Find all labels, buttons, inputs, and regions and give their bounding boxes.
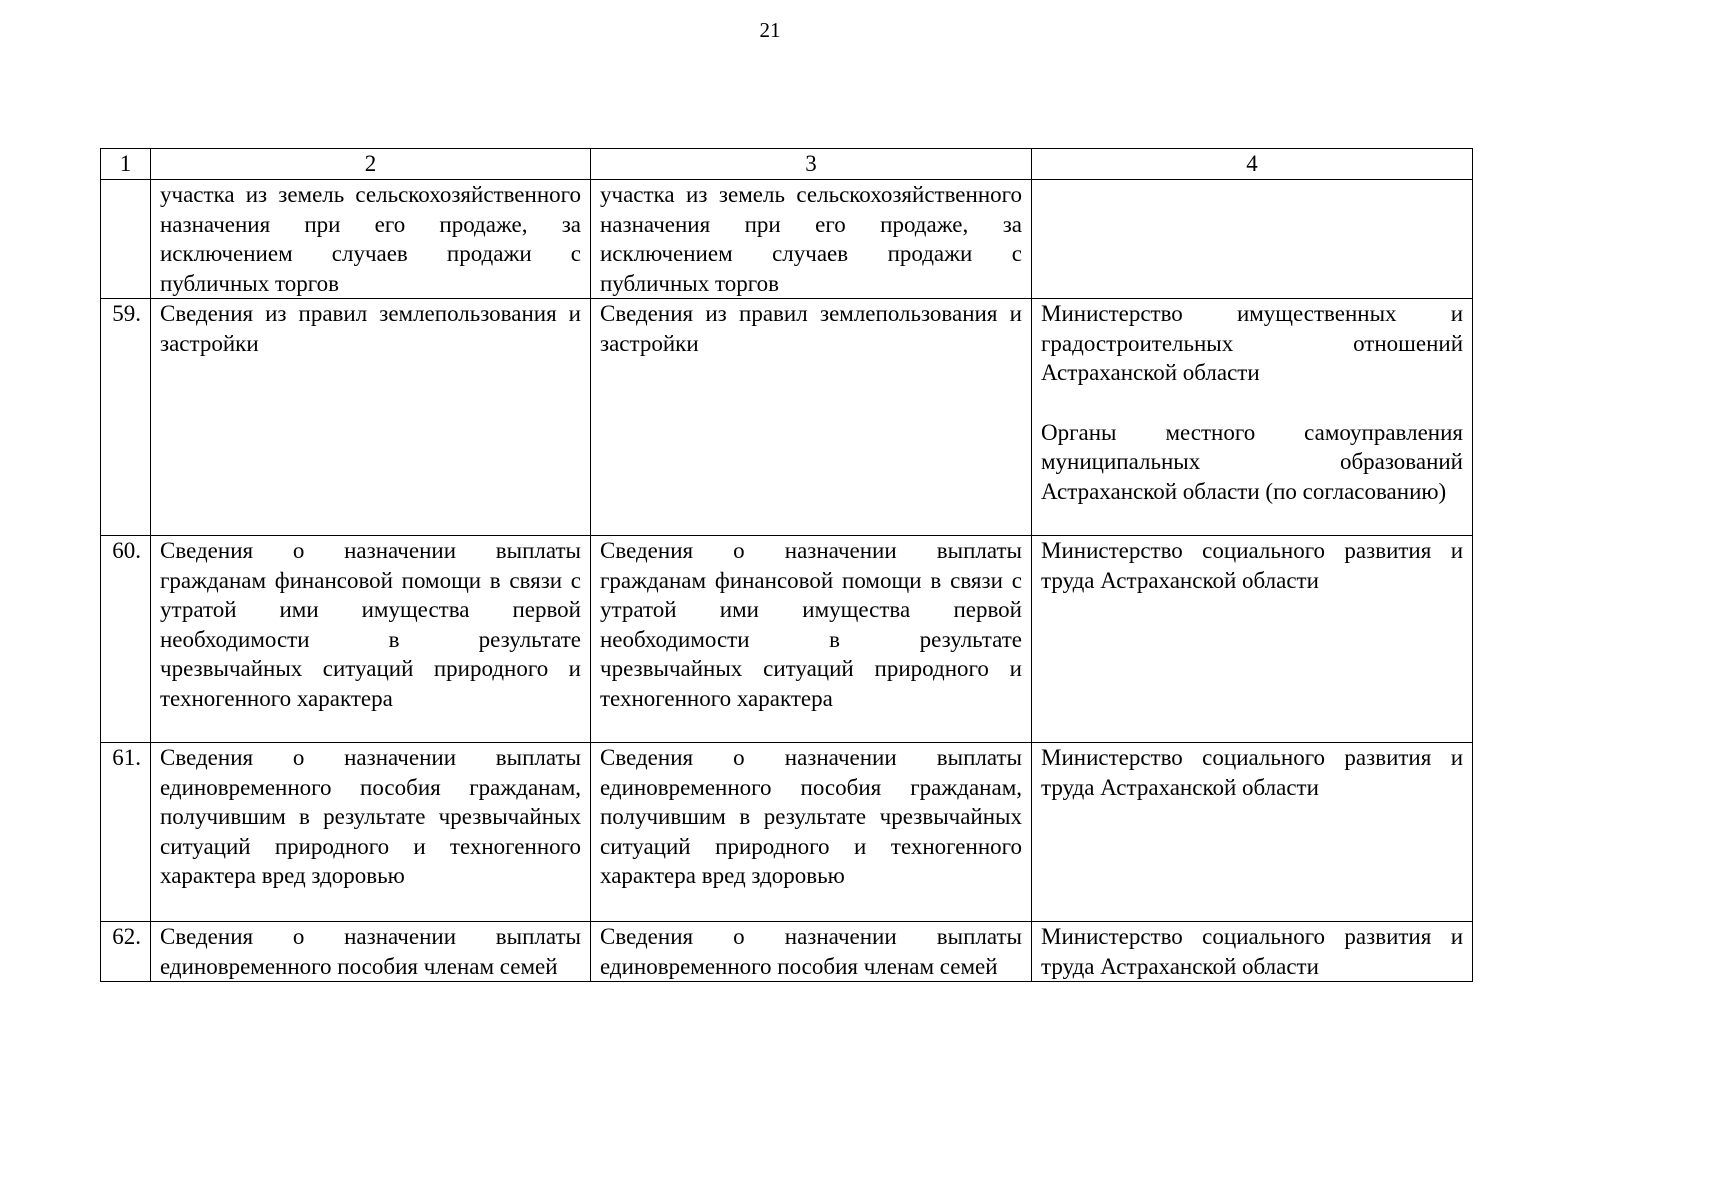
table-body [101,180,1473,982]
header-col-2: 2 [151,149,591,180]
header-col-4: 4 [1032,149,1473,180]
header-col-1: 1 [101,149,151,180]
info-description-provided: Сведения о назначении выплаты единовременного пособия членам семей [591,922,1032,982]
table-row-continuation [101,180,1473,299]
header-col-3: 3 [591,149,1032,180]
table-row-60 [101,536,1473,743]
responsible-agency [1032,536,1473,743]
services-table [100,148,1473,982]
responsible-agency [1032,743,1473,922]
agency-name: Министерство имущественных и градостроительных отношений Астраханской области [1041,301,1463,385]
table-row-59 [101,299,1473,536]
info-description: Сведения о назначении выплаты единовременного пособия гражданам, получившим в результате чрезвычайных ситуаций природного и техногенного характера вред здоровью [151,743,591,922]
agency-name: Министерство социального развития и труда Астраханской области [1041,538,1463,593]
responsible-agency [1032,922,1473,982]
agency-name: Министерство социального развития и труда Астраханской области [1041,745,1463,800]
page-number: 21 [759,18,781,42]
info-description: Сведения из правил землепользования и застройки [151,299,591,536]
info-description-provided: Сведения о назначении выплаты единовременного пособия гражданам, получившим в результате чрезвычайных ситуаций природного и техногенного характера вред здоровью [591,743,1032,922]
agency-name: Министерство социального развития и труда Астраханской области [1041,924,1463,979]
row-number: 59. [101,299,151,536]
row-number: 61. [101,743,151,922]
header-row [101,149,1473,180]
info-description-provided: Сведения из правил землепользования и застройки [591,299,1032,536]
info-description: участка из земель сельскохозяйственного назначения при его продаже, за исключением случаев продажи с публичных торгов [151,180,591,299]
responsible-agency [1032,299,1473,536]
info-description: Сведения о назначении выплаты гражданам финансовой помощи в связи с утратой ими имущества первой необходимости в результате чрезвычайных ситуаций природного и техногенного характера [151,536,591,743]
info-description-provided: участка из земель сельскохозяйственного назначения при его продаже, за исключением случаев продажи с публичных торгов [591,180,1032,299]
agency-name: Органы местного самоуправления муниципальных образований Астраханской области (по согласованию) [1041,419,1463,504]
row-number: 62. [101,922,151,982]
row-number [101,180,151,299]
table-header [101,149,1473,180]
info-description: Сведения о назначении выплаты единовременного пособия членам семей [151,922,591,982]
responsible-agency [1032,180,1473,299]
table-row-62 [101,922,1473,982]
row-number: 60. [101,536,151,743]
info-description-provided: Сведения о назначении выплаты гражданам финансовой помощи в связи с утратой ими имущества первой необходимости в результате чрезвычайных ситуаций природного и техногенного характера [591,536,1032,743]
table-row-61 [101,743,1473,922]
